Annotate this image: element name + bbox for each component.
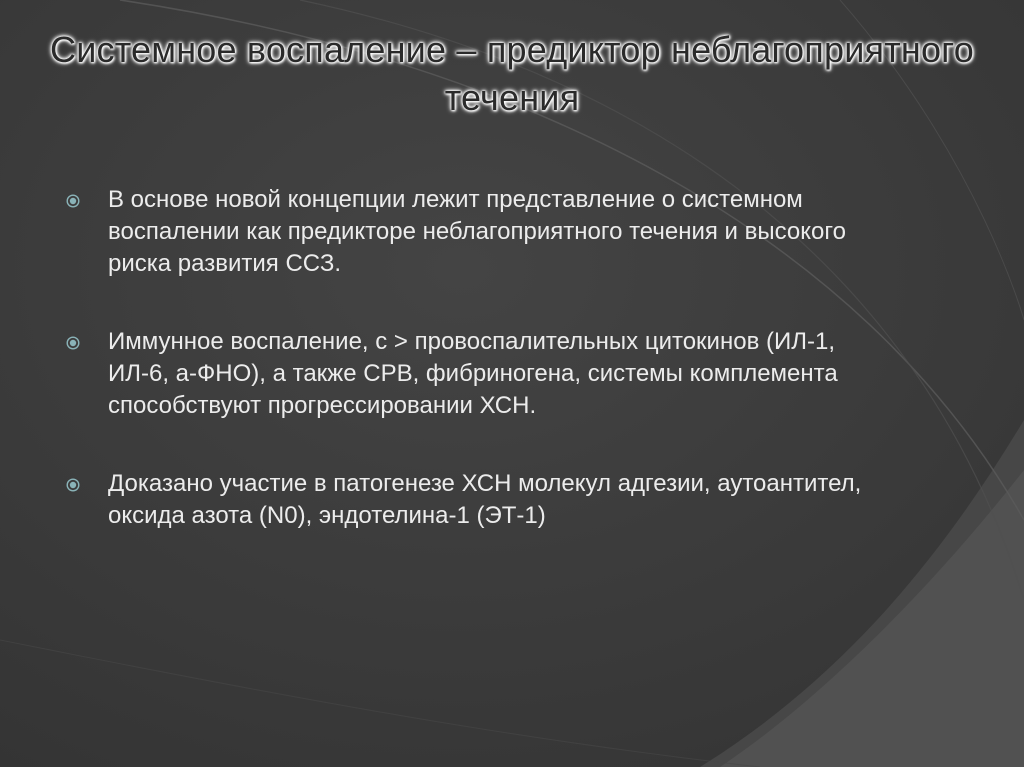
circle-bullet-icon	[66, 194, 80, 208]
bullet-list	[66, 184, 896, 532]
list-item	[66, 326, 896, 422]
list-item	[66, 468, 896, 532]
bullet-text: Иммунное воспаление, с > провоспалительных цитокинов (ИЛ-1, ИЛ-6, а-ФНО), а также СРВ, фибриногена, системы комплемента способствуют прогрессировании ХСН.	[108, 328, 838, 419]
circle-bullet-icon	[66, 478, 80, 492]
list-item	[66, 184, 896, 280]
bullet-text: Доказано участие в патогенезе ХСН молекул адгезии, аутоантител, оксида азота (N0), эндотелина-1 (ЭТ-1)	[108, 470, 862, 529]
circle-bullet-icon	[66, 336, 80, 350]
bullet-text: В основе новой концепции лежит представление о системном воспалении как предикторе неблагоприятного течения и высокого риска развития ССЗ.	[108, 186, 846, 277]
page-title: Системное воспаление – предиктор неблагоприятного течения	[50, 29, 974, 118]
